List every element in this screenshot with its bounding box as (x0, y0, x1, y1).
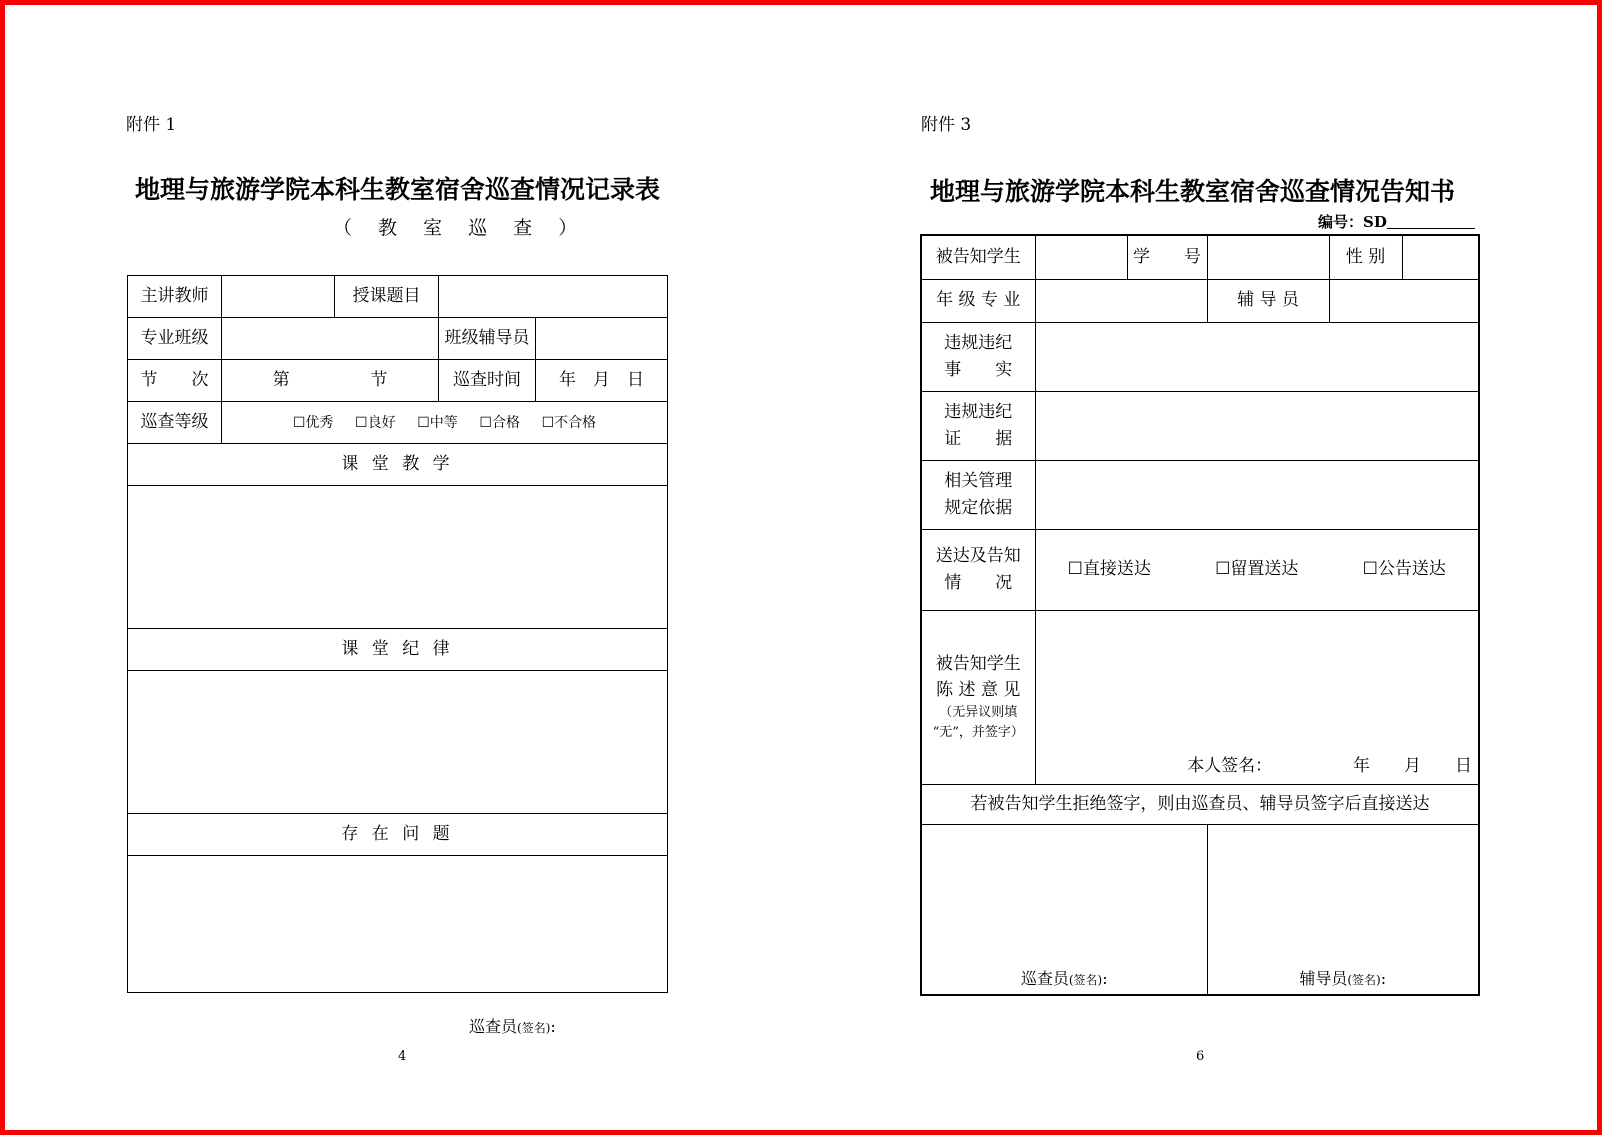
major-class-label: 专业班级 (128, 318, 222, 360)
delivery-public-checkbox[interactable]: ☐公告送达 (1362, 559, 1446, 580)
period-field[interactable] (222, 360, 439, 402)
self-signature-label: 本人签名： (1187, 756, 1273, 777)
right-page-number: 6 (1196, 1049, 1205, 1064)
grade-option-pass-checkbox[interactable]: ☐合格 (479, 415, 520, 432)
gender-label: 性 别 (1329, 235, 1402, 279)
section-discipline-field[interactable] (128, 671, 668, 814)
evidence-field[interactable] (1035, 391, 1479, 460)
statement-field[interactable] (1035, 610, 1479, 784)
grade-label: 巡查等级 (128, 402, 222, 444)
section-problems-field[interactable] (128, 856, 668, 993)
violation-fact-field[interactable] (1035, 322, 1479, 391)
delivery-retained-checkbox[interactable]: ☐留置送达 (1215, 559, 1299, 580)
student-no-field[interactable] (1207, 235, 1329, 279)
counselor-label: 辅 导 员 (1207, 279, 1329, 322)
period-di: 第 (272, 370, 290, 391)
regulation-basis-field[interactable] (1035, 460, 1479, 529)
grade-option-medium-checkbox[interactable]: ☐中等 (417, 415, 458, 432)
left-attachment-label: 附件 1 (126, 115, 177, 135)
self-signature-date: 年 月 日 (1353, 756, 1472, 777)
teacher-field[interactable] (222, 276, 335, 318)
violation-fact-label: 违规违纪 事 实 (921, 322, 1035, 391)
topic-label: 授课题目 (335, 276, 439, 318)
regulation-basis-label: 相关管理 规定依据 (921, 460, 1035, 529)
section-teaching-header: 课 堂 教 学 (128, 444, 668, 486)
section-teaching-field[interactable] (128, 486, 668, 629)
major-class-field[interactable] (222, 318, 439, 360)
class-counselor-label: 班级辅导员 (439, 318, 536, 360)
inspection-time-label: 巡查时间 (439, 360, 536, 402)
gender-field[interactable] (1402, 235, 1479, 279)
grade-option-excellent-checkbox[interactable]: ☐优秀 (292, 415, 334, 432)
evidence-label: 违规违纪 证 据 (921, 391, 1035, 460)
class-counselor-field[interactable] (536, 318, 668, 360)
grade-option-good-checkbox[interactable]: ☐良好 (355, 415, 396, 432)
teacher-label: 主讲教师 (128, 276, 222, 318)
grade-option-fail-checkbox[interactable]: ☐不合格 (541, 415, 597, 432)
period-jie: 节 (370, 370, 388, 391)
grade-major-field[interactable] (1035, 279, 1207, 322)
right-attachment-label: 附件 3 (921, 115, 972, 135)
grade-options (222, 402, 668, 444)
left-form-title: 地理与旅游学院本科生教室宿舍巡查情况记录表 (135, 175, 661, 204)
delivery-direct-checkbox[interactable]: ☐直接送达 (1067, 559, 1151, 580)
notification-table (920, 234, 1480, 996)
inspector-signature-field[interactable]: 巡查员(签名): (921, 824, 1207, 995)
counselor-field[interactable] (1329, 279, 1479, 322)
student-field[interactable] (1035, 235, 1127, 279)
grade-major-label: 年 级 专 业 (921, 279, 1035, 322)
section-problems-header: 存 在 问 题 (128, 814, 668, 856)
delivery-options (1035, 529, 1479, 610)
section-discipline-header: 课 堂 纪 律 (128, 629, 668, 671)
right-form-title: 地理与旅游学院本科生教室宿舍巡查情况告知书 (930, 177, 1456, 206)
period-label: 节 次 (128, 360, 222, 402)
classroom-inspection-table (127, 275, 668, 993)
left-form-subtitle: （ 教 室 巡 查 ） (333, 217, 588, 239)
student-label: 被告知学生 (921, 235, 1035, 279)
statement-label: 被告知学生 陈 述 意 见 （无异议则填 “无”，并签字） (921, 610, 1035, 784)
student-no-label: 学 号 (1127, 235, 1207, 279)
topic-field[interactable] (439, 276, 668, 318)
inspection-date-field[interactable]: 年 月 日 (536, 360, 668, 402)
counselor-signature-field[interactable]: 辅导员(签名): (1207, 824, 1479, 995)
left-page-number: 4 (398, 1049, 407, 1064)
form-code-number: 编号：SD (1318, 211, 1475, 232)
refuse-signature-note: 若被告知学生拒绝签字，则由巡查员、辅导员签字后直接送达 (921, 784, 1479, 824)
left-inspector-signature: 巡查员(签名): (469, 1017, 556, 1036)
delivery-label: 送达及告知 情 况 (921, 529, 1035, 610)
